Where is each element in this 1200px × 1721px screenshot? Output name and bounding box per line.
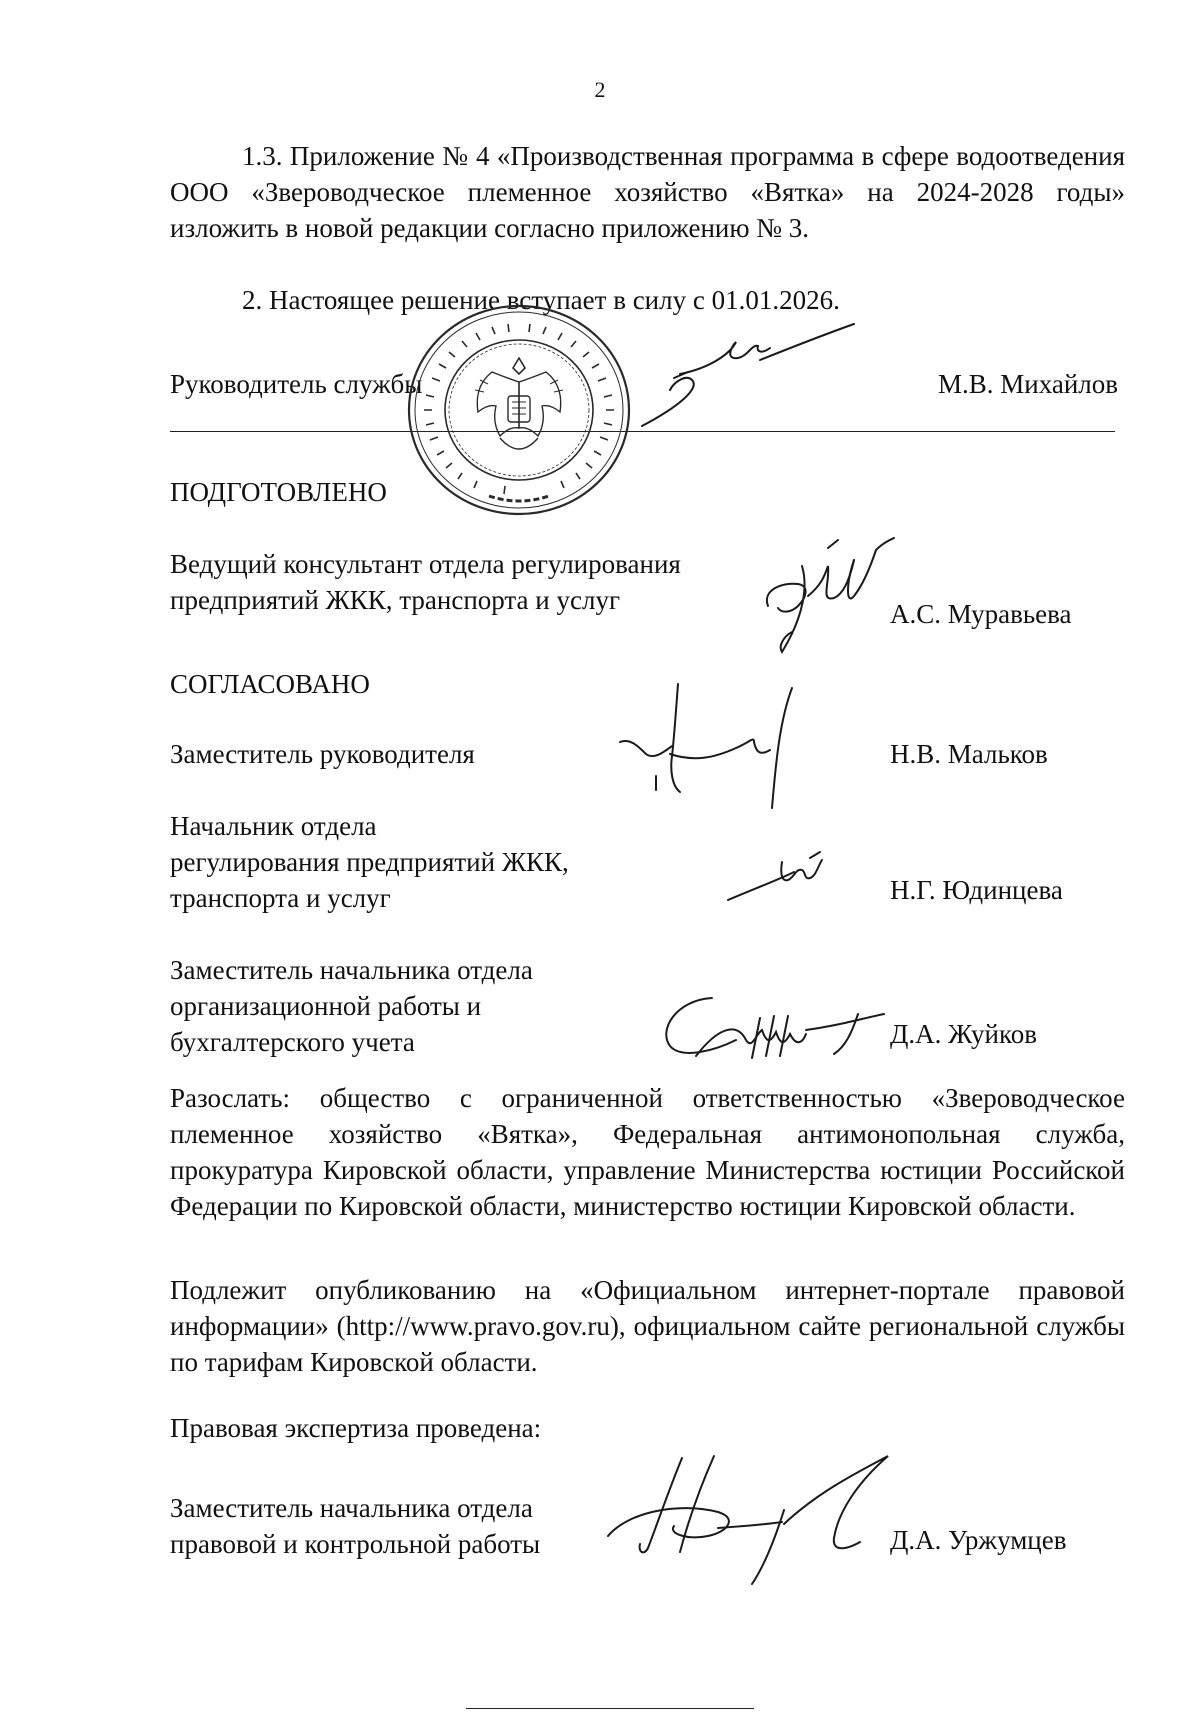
paragraph-1-3-text: 1.3. Приложение № 4 «Производственная программа в сфере водоотведения ООО «Звероводческое племенное хозяйство «Вятка» на 2024-2028 годы» изложить в новой редакции согласно приложению № 3. [170, 141, 1125, 243]
publication-paragraph: Подлежит опубликованию на «Официальном интернет-портале правовой информации» (http://www.pravo.gov.ru), официальном сайте региональной службы по тарифам Кировской области. [170, 1275, 1125, 1377]
signature-agreed-3-icon [656, 990, 888, 1064]
official-seal-icon [404, 300, 634, 520]
prepared-heading: ПОДГОТОВЛЕНО [170, 477, 387, 507]
paragraph-1-3 [170, 138, 1125, 246]
distribution-paragraph: Разослать: общество с ограниченной ответственностью «Звероводческое племенное хозяйство «Вятка», Федеральная антимонопольная служба, прокуратура Кировской области, управление Министерства юстиции Российской Федерации по Кировской области, министерство юстиции Кировской области. [170, 1083, 1125, 1221]
signature-prepared-icon [758, 536, 898, 656]
agreed-signer-3-position-line: бухгалтерского учета [170, 1027, 415, 1057]
prepared-position-line: Ведущий консультант отдела регулирования [170, 549, 681, 579]
agreed-signer-1-position-line: Заместитель руководителя [170, 739, 475, 769]
paragraph-2: 2. Настоящее решение вступает в силу с 01.01.2026. [242, 285, 840, 315]
agreed-signer-3-name: Д.А. Жуйков [890, 1019, 1037, 1049]
agreed-signer-2-position-line: транспорта и услуг [170, 883, 391, 913]
page-number: 2 [594, 77, 606, 102]
agreed-signer-2-name: Н.Г. Юдинцева [890, 875, 1063, 905]
prepared-name: А.С. Муравьева [890, 599, 1072, 629]
head-name: М.В. Михайлов [938, 369, 1119, 399]
signature-legal-review-icon [598, 1452, 898, 1588]
prepared-position-line: предприятий ЖКК, транспорта и услуг [170, 585, 621, 615]
signature-agreed-2-icon [726, 850, 836, 902]
signature-head-icon [640, 318, 860, 428]
agreed-signer-2-position-line: регулирования предприятий ЖКК, [170, 847, 569, 877]
separator-line [170, 431, 1115, 432]
agreed-signer-3-position [170, 952, 730, 1060]
head-position: Руководитель службы [170, 369, 423, 399]
legal-review-position-line: правовой и контрольной работы [170, 1529, 541, 1559]
legal-review-heading: Правовая экспертиза проведена: [170, 1413, 542, 1443]
prepared-position [170, 546, 730, 618]
agreed-signer-2-position-line: Начальник отдела [170, 811, 377, 841]
agreed-signer-1-name: Н.В. Мальков [890, 739, 1048, 769]
agreed-signer-3-position-line: организационной работы и [170, 991, 482, 1021]
footer-line [466, 1708, 754, 1709]
agreed-heading: СОГЛАСОВАНО [170, 669, 370, 699]
legal-review-position-line: Заместитель начальника отдела [170, 1493, 533, 1523]
agreed-signer-3-position-line: Заместитель начальника отдела [170, 955, 533, 985]
legal-review-name: Д.А. Уржумцев [890, 1525, 1067, 1555]
agreed-signer-2-position [170, 808, 730, 916]
